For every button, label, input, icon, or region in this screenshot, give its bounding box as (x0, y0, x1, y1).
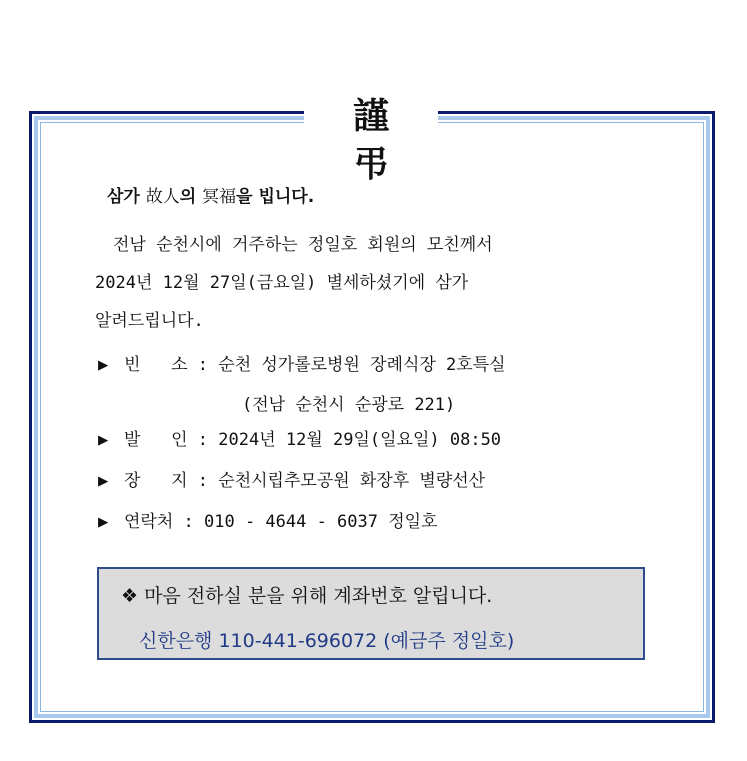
detail-colon: : (173, 512, 204, 532)
detail-value: 순천 성가롤로병원 장례식장 2호특실 (218, 355, 506, 375)
intro-mid: 의 (179, 187, 203, 207)
detail-row-contact (98, 507, 438, 532)
condolence-intro (107, 182, 314, 207)
page-title: 謹 弔 (352, 95, 403, 185)
intro-prefix: 삼가 (107, 187, 146, 207)
detail-row-burial (98, 466, 485, 491)
announcement-paragraph (95, 226, 655, 340)
detail-row-funeral-home (98, 350, 506, 375)
triangle-marker-icon: ▶ (98, 471, 109, 491)
funeral-home-address: (전남 순천시 순광로 221) (242, 395, 456, 415)
paragraph-line: 2024년 12월 27일(금요일) 별세하셨기에 삼가 (95, 273, 469, 293)
detail-row-departure (98, 425, 501, 450)
detail-colon: : (187, 355, 219, 375)
triangle-marker-icon: ▶ (98, 512, 109, 532)
triangle-marker-icon: ▶ (98, 355, 109, 375)
detail-label: 연락처 (124, 512, 174, 532)
intro-suffix: 을 빕니다. (236, 187, 315, 207)
detail-colon: : (187, 430, 219, 450)
account-number: 신한은행 110-441-696072 (예금주 정일호) (139, 630, 515, 652)
intro-han-blessing: 冥福 (202, 187, 237, 207)
triangle-marker-icon: ▶ (98, 430, 109, 450)
detail-colon: : (187, 471, 219, 491)
intro-han-deceased: 故人 (145, 187, 180, 207)
detail-value: 순천시립추모공원 화장후 별량선산 (218, 471, 486, 491)
detail-label: 빈 소 (124, 355, 188, 375)
account-info-box (97, 567, 645, 660)
paragraph-line: 전남 순천시에 거주하는 정일호 회원의 모친께서 (113, 235, 493, 255)
detail-label: 장 지 (124, 471, 188, 491)
account-notice: ❖ 마음 전하실 분을 위해 계좌번호 알립니다. (121, 585, 493, 607)
detail-label: 발 인 (124, 430, 188, 450)
paragraph-line: 알려드립니다. (95, 311, 204, 331)
detail-value: 2024년 12월 29일(일요일) 08:50 (218, 430, 502, 450)
detail-value: 010 - 4644 - 6037 정일호 (204, 512, 438, 532)
